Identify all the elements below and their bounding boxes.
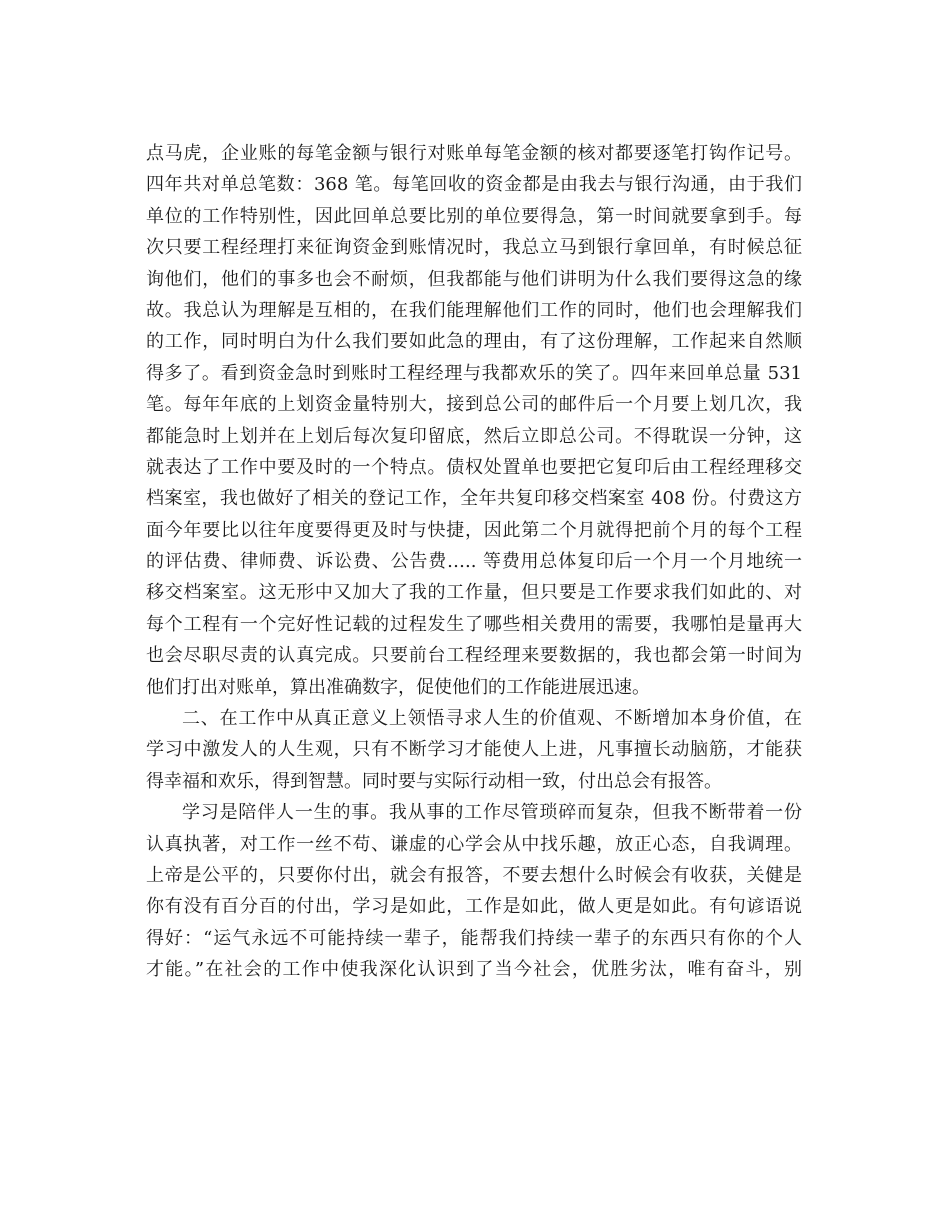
text-line: 就表达了工作中要及时的一个特点。债权处置单也要把它复印后由工程经理移交 <box>146 456 802 478</box>
text-line: 得幸福和欢乐，得到智慧。同时要与实际行动相一致，付出总会有报答。 <box>146 770 722 792</box>
text-line: 都能急时上划并在上划后每次复印留底，然后立即总公司。不得耽误一分钟，这 <box>146 425 802 447</box>
text-line: 也会尽职尽责的认真完成。只要前台工程经理来要数据的，我也都会第一时间为 <box>146 645 802 667</box>
text-line: 你有没有百分百的付出，学习是如此，工作是如此，做人更是如此。有句谚语说 <box>146 896 802 918</box>
text-line: 学习中激发人的人生观，只有不断学习才能使人上进，凡事擅长动脑筋，才能获 <box>146 739 802 761</box>
text-line: 他们打出对账单，算出准确数字，促使他们的工作能进展迅速。 <box>146 676 650 698</box>
document-body <box>146 138 802 986</box>
text-line: 四年共对单总笔数：368 笔。每笔回收的资金都是由我去与银行沟通，由于我们 <box>146 174 802 196</box>
text-line: 次只要工程经理打来征询资金到账情况时，我总立马到银行拿回单，有时候总征 <box>146 237 802 259</box>
text-line: 每个工程有一个完好性记载的过程发生了哪些相关费用的需要，我哪怕是量再大 <box>146 613 802 635</box>
text-line: 上帝是公平的，只要你付出，就会有报答，不要去想什么时候会有收获，关健是 <box>146 864 802 886</box>
text-line: 的评估费、律师费、诉讼费、公告费….. 等费用总体复印后一个月一个月地统一 <box>146 551 802 573</box>
text-line: 笔。每年年底的上划资金量特别大，接到总公司的邮件后一个月要上划几次，我 <box>146 394 802 416</box>
paragraph <box>146 797 802 985</box>
text-line: 档案室，我也做好了相关的登记工作，全年共复印移交档案室 408 份。付费这方 <box>146 488 802 510</box>
text-line: 单位的工作特别性，因此回单总要比别的单位要得急，第一时间就要拿到手。每 <box>146 205 802 227</box>
text-line: 面今年要比以往年度要得更及时与快捷，因此第二个月就得把前个月的每个工程 <box>146 519 802 541</box>
text-line: 认真执著，对工作一丝不苟、谦虚的心学会从中找乐趣，放正心态，自我调理。 <box>146 833 802 855</box>
text-line: 二、在工作中从真正意义上领悟寻求人生的价值观、不断增加本身价值，在 <box>182 708 802 730</box>
text-line: 学习是陪伴人一生的事。我从事的工作尽管琐碎而复杂，但我不断带着一份 <box>182 802 802 824</box>
paragraph <box>146 138 802 703</box>
paragraph <box>146 703 802 797</box>
text-line: 得好：“运气永远不可能持续一辈子，能帮我们持续一辈子的东西只有你的个人 <box>146 927 802 949</box>
text-line: 故。我总认为理解是互相的，在我们能理解他们工作的同时，他们也会理解我们 <box>146 299 802 321</box>
text-line: 点马虎，企业账的每笔金额与银行对账单每笔金额的核对都要逐笔打钩作记号。 <box>146 143 802 164</box>
text-line: 才能。”在社会的工作中使我深化认识到了当今社会，优胜劣汰，唯有奋斗，别 <box>146 959 802 981</box>
text-line: 得多了。看到资金急时到账时工程经理与我都欢乐的笑了。四年来回单总量 531 <box>146 362 802 384</box>
text-line: 询他们，他们的事多也会不耐烦，但我都能与他们讲明为什么我们要得这急的缘 <box>146 268 802 290</box>
text-line: 移交档案室。这无形中又加大了我的工作量，但只要是工作要求我们如此的、对 <box>146 582 802 604</box>
text-line: 的工作，同时明白为什么我们要如此急的理由，有了这份理解，工作起来自然顺 <box>146 331 802 353</box>
